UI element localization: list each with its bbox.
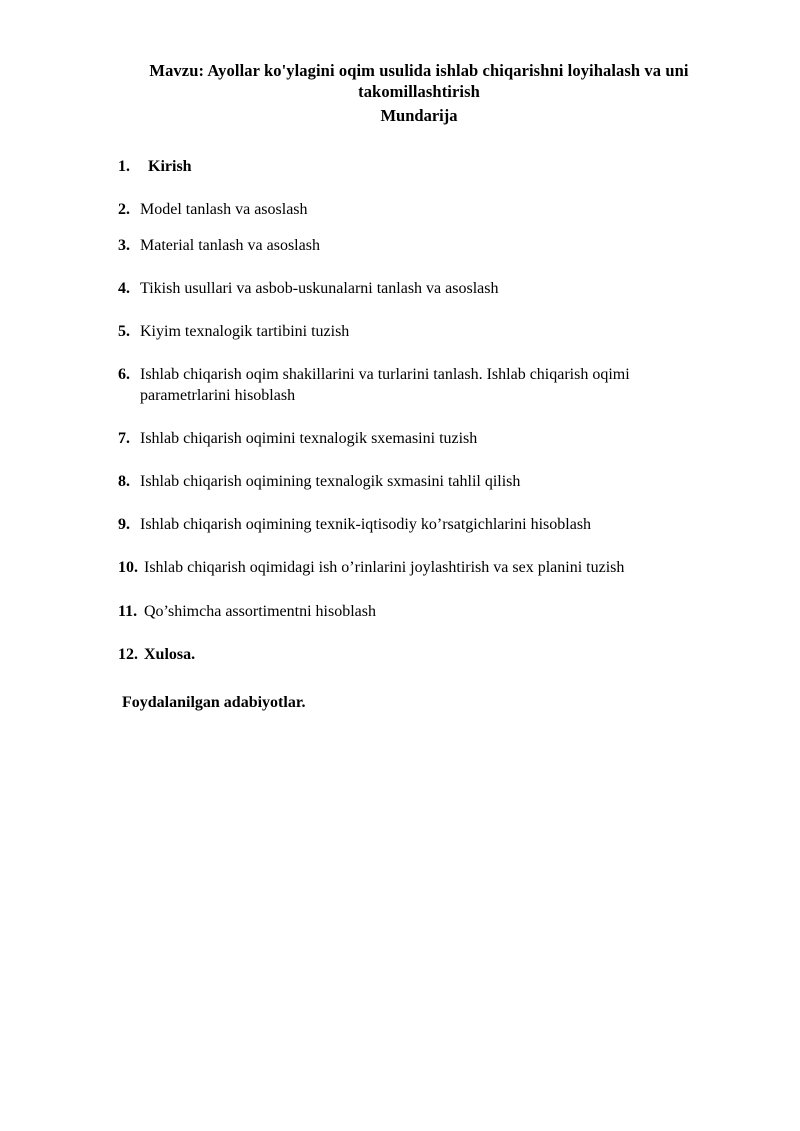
contents-heading: Mundarija — [380, 105, 458, 125]
list-item-label: Ishlab chiqarish oqimining texnalogik sxmasini tahlil qilish — [140, 473, 521, 491]
list-item — [118, 601, 728, 622]
list-item-number: 2. — [118, 201, 130, 219]
list-item-label: Ishlab chiqarish oqimining texnik-iqtisodiy ko’rsatgichlarini hisoblash — [140, 516, 592, 534]
list-item-label: Tikish usullari va asbob-uskunalarni tanlash va asoslash — [140, 279, 499, 297]
list-item — [118, 321, 728, 342]
list-item-label: Ishlab chiqarish oqimini texnalogik sxemasini tuzish — [140, 430, 478, 448]
list-item-label: Qo’shimcha assortimentni hisoblash — [144, 602, 376, 620]
list-item — [118, 156, 728, 177]
list-item-number: 10. — [118, 559, 138, 577]
list-item-label: Ishlab chiqarish oqim shakillarini va turlarini tanlash. Ishlab chiqarish oqimi parametrlarini hisoblash — [140, 365, 630, 404]
list-item — [118, 471, 728, 492]
list-item — [118, 644, 728, 665]
list-item-number: 5. — [118, 322, 130, 340]
page-title-line-2: takomillashtirish — [358, 82, 480, 102]
list-item-label: Xulosa. — [144, 645, 196, 663]
list-item-label: Kiyim texnalogik tartibini tuzish — [140, 322, 350, 340]
page-title-line-1: Mavzu: Ayollar ko'ylagini oqim usulida ishlab chiqarishni loyihalash va uni — [149, 61, 689, 80]
list-item — [118, 514, 728, 535]
list-item-label: Model tanlash va asoslash — [140, 201, 308, 219]
list-item — [118, 428, 728, 449]
list-item-label: Material tanlash va asoslash — [140, 236, 320, 254]
list-item-number: 4. — [118, 279, 130, 297]
list-item — [118, 235, 728, 256]
list-item-number: 11. — [118, 602, 138, 620]
table-of-contents — [118, 156, 728, 664]
list-item — [118, 364, 728, 406]
list-item — [118, 557, 728, 578]
document-title-block — [118, 60, 728, 126]
list-item-label: Ishlab chiqarish oqimidagi ish o’rinlarini joylashtirish va sex planini tuzish — [144, 559, 625, 577]
list-item-number: 8. — [118, 473, 130, 491]
list-item — [118, 199, 728, 220]
list-item-number: 1. — [118, 158, 130, 176]
list-item-label: Kirish — [148, 158, 192, 176]
list-item-number: 7. — [118, 430, 130, 448]
list-item — [118, 278, 728, 299]
list-item-number: 3. — [118, 236, 130, 254]
list-item-number: 6. — [118, 365, 130, 383]
list-item-number: 12. — [118, 645, 138, 663]
references-heading: Foydalanilgan adabiyotlar. — [122, 693, 306, 711]
list-item-number: 9. — [118, 516, 130, 534]
